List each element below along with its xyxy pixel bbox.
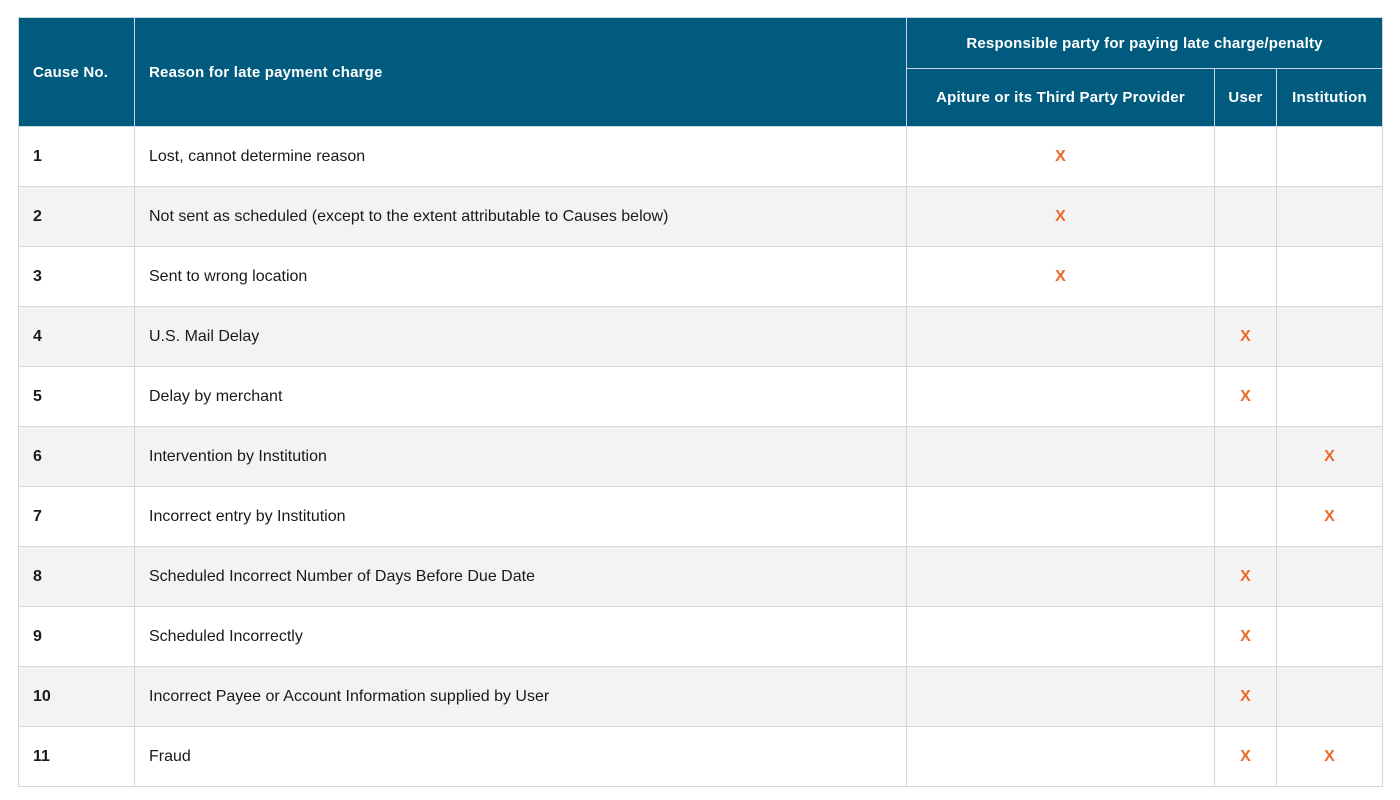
institution-mark-cell: X: [1277, 427, 1383, 487]
apiture-mark-cell: [907, 607, 1215, 667]
cause-number-cell: 3: [19, 247, 135, 307]
reason-cell: Fraud: [135, 727, 907, 787]
table-body: [19, 127, 1383, 787]
user-mark-cell: [1215, 487, 1277, 547]
institution-mark-cell: [1277, 667, 1383, 727]
apiture-mark-cell: [907, 307, 1215, 367]
user-mark-cell: [1215, 247, 1277, 307]
cause-number-cell: 4: [19, 307, 135, 367]
table-row: [19, 487, 1383, 547]
institution-mark-cell: [1277, 547, 1383, 607]
reason-cell: Not sent as scheduled (except to the extent attributable to Causes below): [135, 187, 907, 247]
reason-cell: Intervention by Institution: [135, 427, 907, 487]
table-row: [19, 247, 1383, 307]
header-responsible-party: Responsible party for paying late charge/penalty: [907, 18, 1383, 69]
late-charge-table-container: [18, 17, 1383, 787]
header-cause-no: Cause No.: [19, 18, 135, 127]
table-row: [19, 427, 1383, 487]
cause-number-cell: 5: [19, 367, 135, 427]
apiture-mark-cell: X: [907, 127, 1215, 187]
reason-cell: Lost, cannot determine reason: [135, 127, 907, 187]
cause-number-cell: 1: [19, 127, 135, 187]
user-mark-cell: X: [1215, 307, 1277, 367]
apiture-mark-cell: X: [907, 247, 1215, 307]
header-institution: Institution: [1277, 69, 1383, 127]
table-row: [19, 607, 1383, 667]
user-mark-cell: X: [1215, 667, 1277, 727]
table-header: [19, 18, 1383, 127]
user-mark-cell: X: [1215, 367, 1277, 427]
cause-number-cell: 6: [19, 427, 135, 487]
cause-number-cell: 10: [19, 667, 135, 727]
apiture-mark-cell: [907, 667, 1215, 727]
institution-mark-cell: [1277, 247, 1383, 307]
late-charge-table: [18, 17, 1383, 787]
reason-cell: Scheduled Incorrectly: [135, 607, 907, 667]
reason-cell: U.S. Mail Delay: [135, 307, 907, 367]
institution-mark-cell: [1277, 127, 1383, 187]
header-apiture: Apiture or its Third Party Provider: [907, 69, 1215, 127]
institution-mark-cell: X: [1277, 727, 1383, 787]
user-mark-cell: X: [1215, 607, 1277, 667]
cause-number-cell: 2: [19, 187, 135, 247]
user-mark-cell: [1215, 127, 1277, 187]
institution-mark-cell: [1277, 607, 1383, 667]
cause-number-cell: 11: [19, 727, 135, 787]
apiture-mark-cell: [907, 367, 1215, 427]
header-reason: Reason for late payment charge: [135, 18, 907, 127]
table-row: [19, 127, 1383, 187]
table-row: [19, 547, 1383, 607]
reason-cell: Incorrect Payee or Account Information supplied by User: [135, 667, 907, 727]
table-row: [19, 727, 1383, 787]
reason-cell: Sent to wrong location: [135, 247, 907, 307]
table-row: [19, 667, 1383, 727]
user-mark-cell: [1215, 427, 1277, 487]
apiture-mark-cell: [907, 487, 1215, 547]
apiture-mark-cell: [907, 547, 1215, 607]
apiture-mark-cell: [907, 427, 1215, 487]
user-mark-cell: X: [1215, 547, 1277, 607]
institution-mark-cell: [1277, 307, 1383, 367]
cause-number-cell: 9: [19, 607, 135, 667]
cause-number-cell: 8: [19, 547, 135, 607]
reason-cell: Scheduled Incorrect Number of Days Before Due Date: [135, 547, 907, 607]
institution-mark-cell: X: [1277, 487, 1383, 547]
user-mark-cell: X: [1215, 727, 1277, 787]
table-row: [19, 307, 1383, 367]
cause-number-cell: 7: [19, 487, 135, 547]
institution-mark-cell: [1277, 187, 1383, 247]
header-user: User: [1215, 69, 1277, 127]
reason-cell: Incorrect entry by Institution: [135, 487, 907, 547]
user-mark-cell: [1215, 187, 1277, 247]
institution-mark-cell: [1277, 367, 1383, 427]
table-row: [19, 367, 1383, 427]
table-row: [19, 187, 1383, 247]
reason-cell: Delay by merchant: [135, 367, 907, 427]
apiture-mark-cell: X: [907, 187, 1215, 247]
apiture-mark-cell: [907, 727, 1215, 787]
